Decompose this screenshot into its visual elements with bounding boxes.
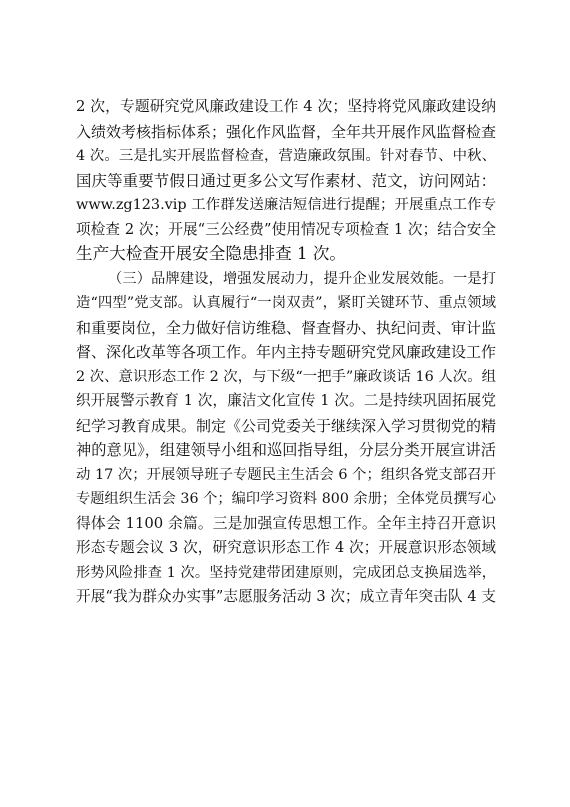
text-line: 专题组织生活会 36 个；编印学习资料 800 余册；全体党员撰写心 [76, 491, 496, 507]
text-line: 神的意见》，组建领导小组和巡回指导组，分层分类开展宣讲活 [76, 441, 496, 459]
text-line: 督、深化改革等各项工作。年内主持专题研究党风廉政建设工作 [76, 343, 497, 361]
text-line: 织开展警示教育 1 次，廉洁文化宣传 1 次。二是持续巩固拓展党 [76, 392, 496, 409]
text-line: 开展“我为群众办实事”志愿服务活动 3 次；成立青年突击队 4 支 [76, 588, 496, 605]
text-line: 生产大检查开展安全隐患排查 1 次。 [76, 244, 347, 263]
text-line: 纪学习教育成果。制定《公司党委关于继续深入学习贯彻党的精 [76, 416, 497, 435]
text-line: 4 次。三是扎实开展监督检查，营造廉政氛围。针对春节、中秋、 [76, 148, 496, 164]
text-line: 形态专题会议 3 次，研究意识形态工作 4 次；开展意识形态领域 [76, 539, 496, 556]
text-line: 2 次，专题研究党风廉政建设工作 4 次；坚持将党风廉政建设纳 [76, 98, 496, 115]
text-line: 国庆等重要节假日通过更多公文写作素材、范文，访问网站： [76, 171, 496, 190]
document-body [76, 95, 496, 610]
text-line: www.zg123.vip 工作群发送廉洁短信进行提醒；开展重点工作专 [76, 197, 496, 213]
text-line: 入绩效考核指标体系；强化作风监督，全年共开展作风监督检查 [76, 122, 497, 141]
text-line: 2 次、意识形态工作 2 次，与下级“一把手”廉政谈话 16 人次。组 [76, 368, 496, 385]
text-line: 造“四型”党支部。认真履行“一岗双责”，紧盯关键环节、重点领域 [76, 295, 496, 311]
text-line: 形势风险排查 1 次。坚持党建带团建原则，完成团总支换届选举， [76, 564, 496, 581]
text-line: 项检查 2 次；开展“三公经费”使用情况专项检查 1 次；结合安全 [76, 220, 496, 238]
text-line: 和重要岗位，全力做好信访维稳、督查督办、执纪问责、审计监 [76, 318, 497, 337]
text-line: 动 17 次；开展领导班子专题民主生活会 6 个；组织各党支部召开 [76, 466, 496, 483]
section-heading-line: （三）品牌建设，增强发展动力，提升企业发展效能。一是打 [108, 270, 496, 287]
text-line: 得体会 1100 余篇。三是加强宣传思想工作。全年主持召开意识 [76, 514, 496, 532]
